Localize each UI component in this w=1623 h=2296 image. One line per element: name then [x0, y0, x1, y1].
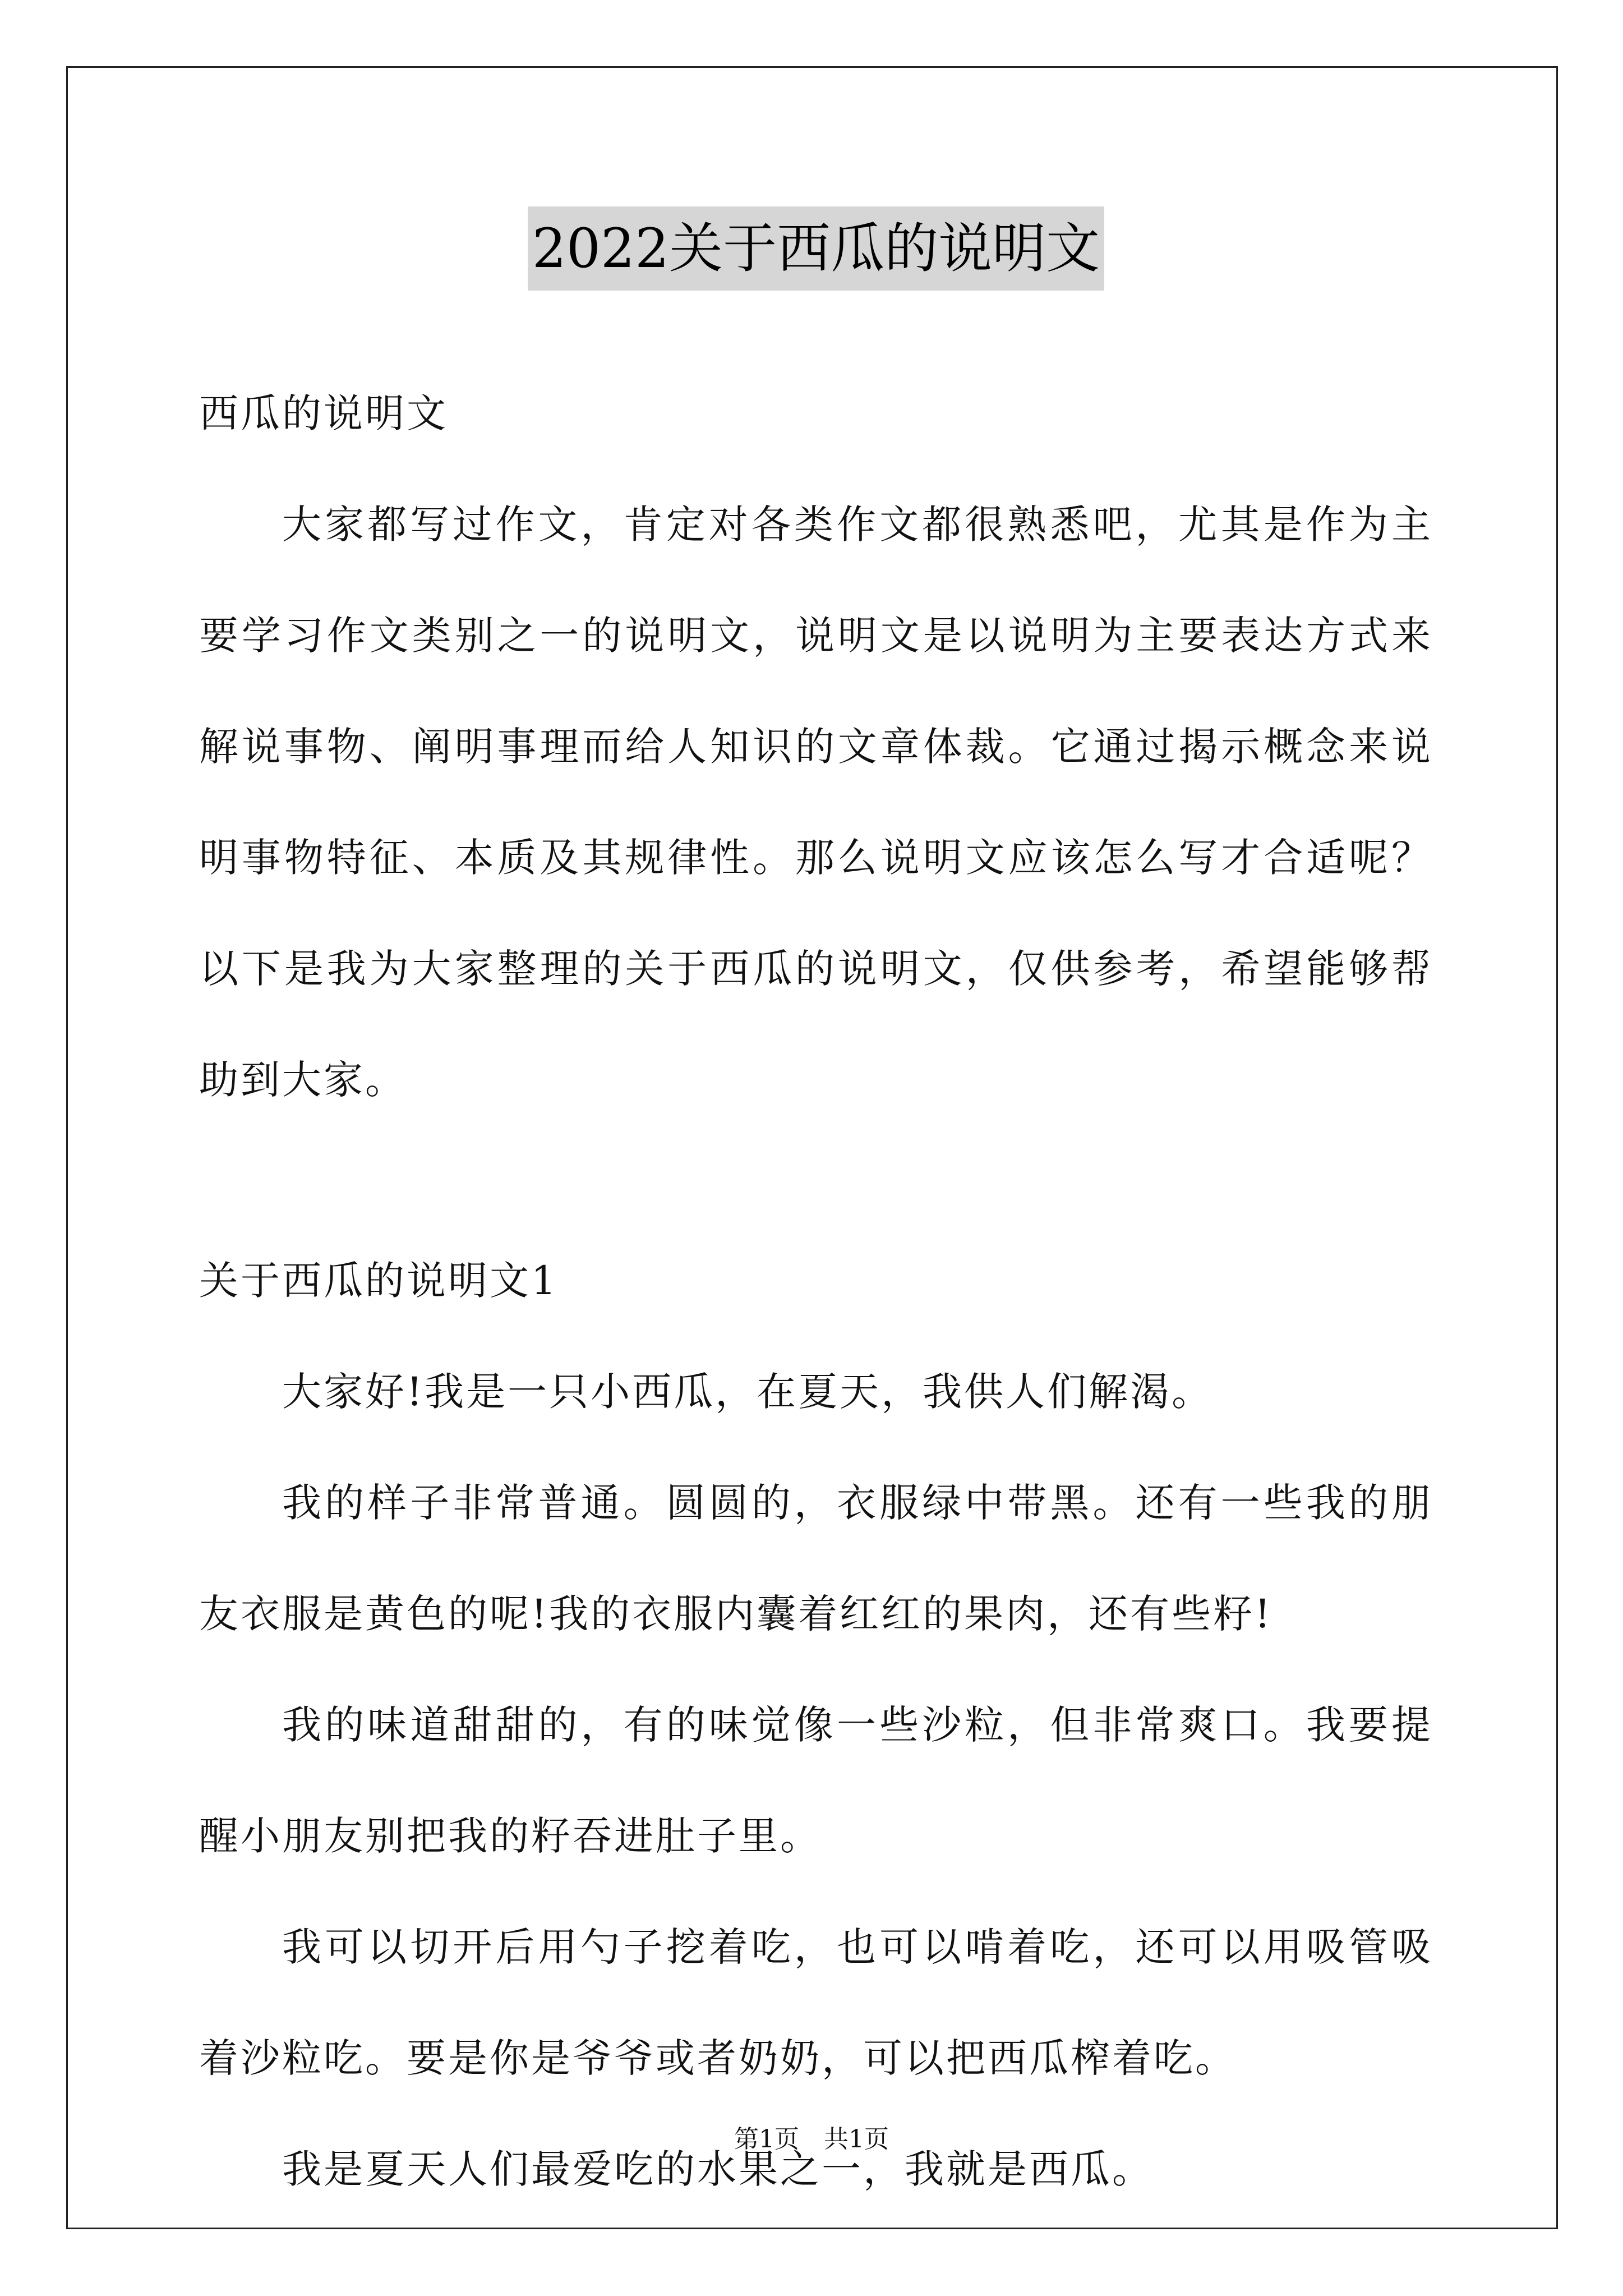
intro-paragraph: 大家都写过作文，肯定对各类作文都很熟悉吧，尤其是作为主要学习作文类别之一的说明文，说明文是以说明为主要表达方式来解说事物、阐明事理而给人知识的文章体裁。它通过揭示概念来说明事物特征、本质及其规律性。那么说明文应该怎么写才合适呢？以下是我为大家整理的关于西瓜的说明文，仅供参考，希望能够帮助到大家。	[199, 501, 1433, 1103]
section-heading: 关于西瓜的说明文1	[199, 1258, 559, 1304]
body-paragraph: 我是夏天人们最爱吃的水果之一，我就是西瓜。	[282, 2146, 1154, 2192]
body-paragraph: 我可以切开后用勺子挖着吃，也可以啃着吃，还可以用吸管吸着沙粒吃。要是你是爷爷或者奶奶，可以把西瓜榨着吃。	[199, 1924, 1433, 2081]
body-paragraph: 大家好!我是一只小西瓜，在夏天，我供人们解渴。	[282, 1369, 1214, 1415]
document-title: 2022关于西瓜的说明文	[528, 206, 1104, 291]
title-container	[199, 206, 1433, 291]
body-paragraph: 我的样子非常普通。圆圆的，衣服绿中带黑。还有一些我的朋友衣服是黄色的呢!我的衣服内囊着红红的果肉，还有些籽!	[199, 1480, 1433, 1637]
document-body	[199, 191, 1433, 2225]
section-spacer	[199, 1135, 1433, 1225]
page-number: 第1页 共1页	[734, 2125, 889, 2154]
intro-heading: 西瓜的说明文	[199, 390, 448, 436]
body-paragraph: 我的味道甜甜的，有的味觉像一些沙粒，但非常爽口。我要提醒小朋友别把我的籽吞进肚子里。	[199, 1702, 1433, 1859]
